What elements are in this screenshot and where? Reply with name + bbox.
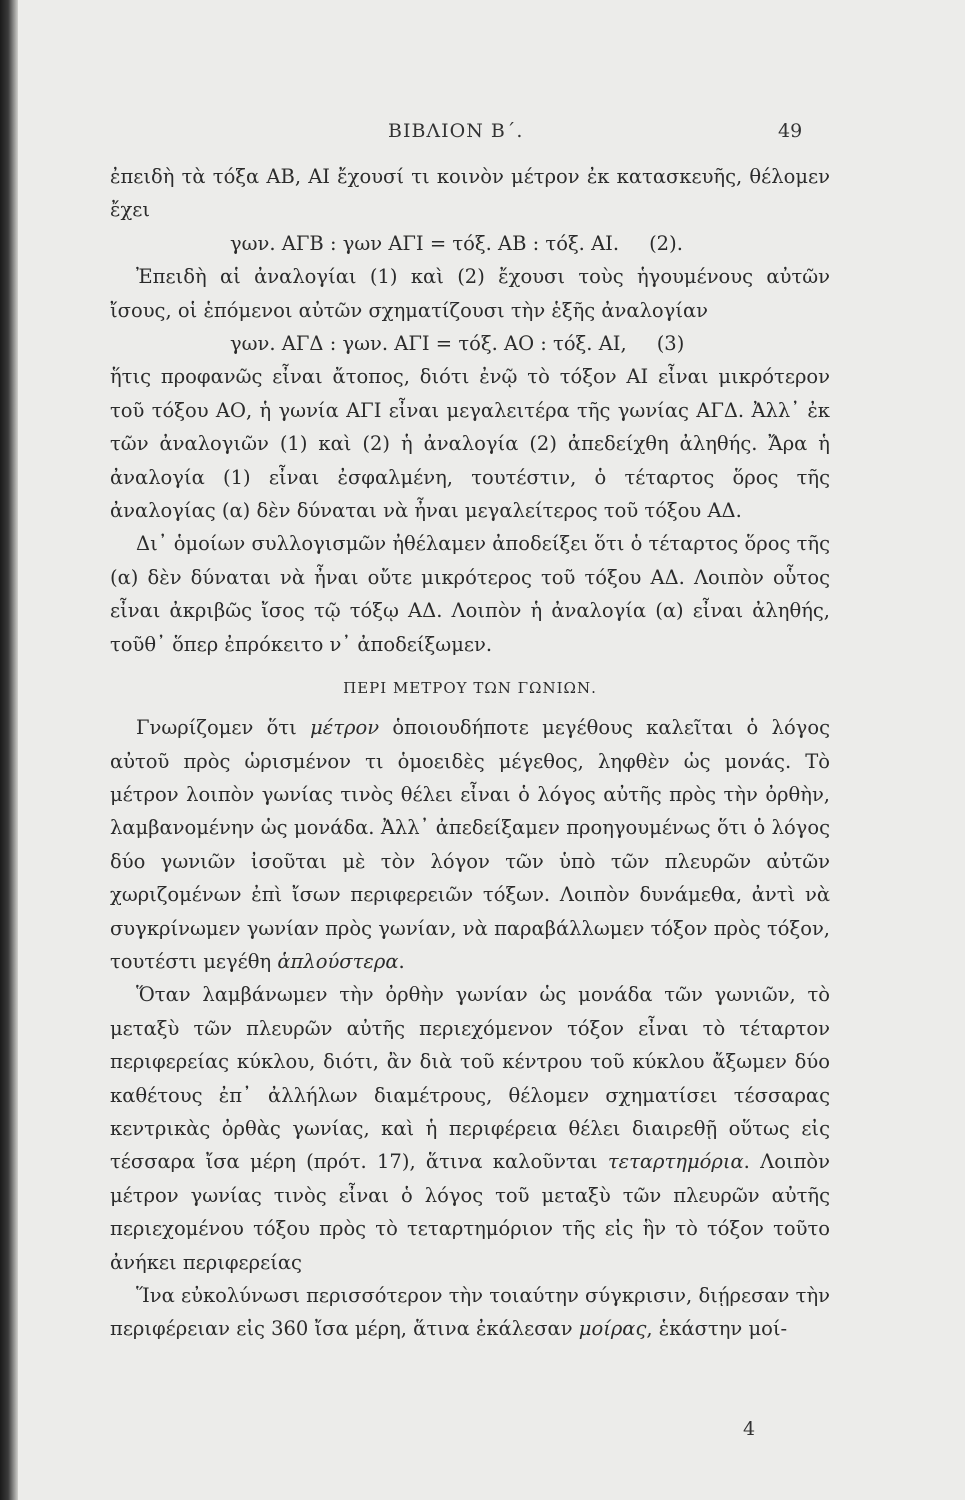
italic-term: τεταρτημόρια bbox=[607, 1150, 744, 1174]
paragraph bbox=[110, 711, 830, 978]
paragraph: Δι᾽ ὁμοίων συλλογισμῶν ἠθέλαμεν ἀποδείξει ὅτι ὁ τέταρτος ὅρος τῆς (α) δὲν δύναται νὰ ἦναι οὔτε μικρότερος τοῦ τόξου ΑΔ. Λοιπὸν οὗτος εἶναι ἀκριβῶς ἴσος τῷ τόξῳ ΑΔ. Λοιπὸν ἡ ἀναλογία (α) εἶναι ἀληθής, τοῦθ᾽ ὅπερ ἐπρόκειτο ν᾽ ἀποδείξωμεν. bbox=[110, 532, 830, 656]
text-run: Ὅταν λαμβάνωμεν τὴν ὀρθὴν γωνίαν ὡς μονάδα τῶν γωνιῶν, τὸ μεταξὺ τῶν πλευρῶν αὐτῆς περιεχόμενον τόξον εἶναι τὸ τέταρτον περιφερείας κύκλου, διότι, ἂν διὰ τοῦ κέντρου τοῦ κύκλου ἄξωμεν δύο καθέτους ἐπ᾽ ἀλλήλων διαμέτρους, θέλομεν σχηματίσει τέσσαρας κεντρικὰς ὀρθὰς γωνίας, καὶ ἡ περιφέρεια θέλει διαιρεθῇ οὕτως εἰς τέσσαρα ἴσα μέρη (πρότ. 17), ἅτινα καλοῦνται bbox=[110, 983, 830, 1174]
book-page bbox=[18, 0, 965, 1500]
text-run: , ἑκάστην μοί- bbox=[646, 1317, 788, 1341]
formula-number: (3) bbox=[656, 332, 685, 356]
paragraph: ἥτις προφανῶς εἶναι ἄτοπος, διότι ἐνῷ τὸ τόξον ΑΙ εἶναι μικρότερον τοῦ τόξου ΑΟ, ἡ γωνία ΑΓΙ εἶναι μεγαλειτέρα τῆς γωνίας ΑΓΔ. Ἀλλ᾽ ἐκ τῶν ἀναλογιῶν (1) καὶ (2) ἡ ἀναλογία (2) ἀπεδείχθη ἀληθής. Ἄρα ἡ ἀναλογία (1) εἶναι ἐσφαλμένη, τουτέστιν, ὁ τέταρτος ὅρος τῆς ἀναλογίας (α) δὲν δύναται νὰ ἦναι μεγαλείτερος τοῦ τόξου ΑΔ. bbox=[110, 365, 830, 523]
paragraph: Ἐπειδὴ αἱ ἀναλογίαι (1) καὶ (2) ἔχουσι τοὺς ἡγουμένους αὐτῶν ἴσους, οἱ ἑπόμενοι αὐτῶν σχηματίζουσι τὴν ἑξῆς ἀναλογίαν bbox=[110, 265, 830, 322]
text-run: Γνωρίζομεν ὅτι bbox=[136, 716, 311, 740]
book-spine-shadow bbox=[0, 0, 18, 1500]
page-number: 49 bbox=[778, 120, 803, 142]
running-title: ΒΙΒΛΙΟΝ Β΄. bbox=[388, 120, 524, 142]
text-run: . bbox=[398, 949, 405, 973]
text-run: ὁποιουδήποτε μεγέθους καλεῖται ὁ λόγος αὐτοῦ πρὸς ὡρισμένον τι ὁμοειδὲς μέγεθος, ληφθὲν ὡς μονάς. Τὸ μέτρον λοιπὸν γωνίας τινὸς θέλει εἶναι ὁ λόγος αὐτῆς πρὸς τὴν ὀρθὴν, λαμβανομένην ὡς μονάδα. Ἀλλ᾽ ἀπεδείξαμεν προηγουμένως ὅτι ὁ λόγος δύο γωνιῶν ἰσοῦται μὲ τὸν λόγον τῶν ὑπὸ τῶν πλευρῶν αὐτῶν χωριζομένων ἐπὶ ἴσων περιφερειῶν τόξων. Λοιπὸν δυνάμεθα, ἀντὶ νὰ συγκρίνωμεν γωνίαν πρὸς γωνίαν, νὰ παραβάλλωμεν τόξον πρὸς τόξον, τουτέστι μεγέθη bbox=[110, 716, 830, 973]
page-header bbox=[18, 120, 965, 150]
text-run: . Λοιπὸν μέτρον γωνίας τινὸς εἶναι ὁ λόγος τοῦ μεταξὺ τῶν πλευρῶν αὐτῆς περιεχομένου τόξου πρὸς τὸ τεταρτημόριον τῆς εἰς ἣν τὸ τόξον τοῦτο ἀνήκει περιφερείας bbox=[110, 1150, 830, 1274]
italic-term: μοίρας bbox=[578, 1317, 647, 1341]
italic-term: μέτρον bbox=[310, 716, 380, 740]
paragraph: ἐπειδὴ τὰ τόξα ΑΒ, ΑΙ ἔχουσί τι κοινὸν μέτρον ἐκ κατασκευῆς, θέλομεν ἔχει bbox=[110, 165, 830, 222]
body-text bbox=[110, 160, 830, 1346]
formula-text: γων. ΑΓΔ : γων. ΑΓΙ = τόξ. ΑΟ : τόξ. ΑΙ, bbox=[230, 332, 627, 356]
section-heading: ΠΕΡΙ ΜΕΤΡΟΥ ΤΩΝ ΓΩΝΙΩΝ. bbox=[343, 679, 597, 698]
formula-2 bbox=[110, 227, 830, 260]
paragraph bbox=[110, 1279, 830, 1346]
italic-term: ἁπλούστερα bbox=[277, 949, 399, 973]
formula-number: (2). bbox=[649, 231, 683, 255]
formula-text: γων. ΑΓΒ : γων ΑΓΙ = τόξ. ΑΒ : τόξ. ΑΙ. bbox=[230, 231, 620, 255]
formula-3 bbox=[110, 327, 830, 360]
paragraph bbox=[110, 978, 830, 1279]
text-run: Ἵνα εὐκολύνωσι περισσότερον τὴν τοιαύτην σύγκρισιν, διῄρεσαν τὴν περιφέρειαν εἰς 360 ἴσα μέρη, ἅτινα ἐκάλεσαν bbox=[110, 1284, 830, 1341]
signature-mark: 4 bbox=[743, 1418, 756, 1440]
